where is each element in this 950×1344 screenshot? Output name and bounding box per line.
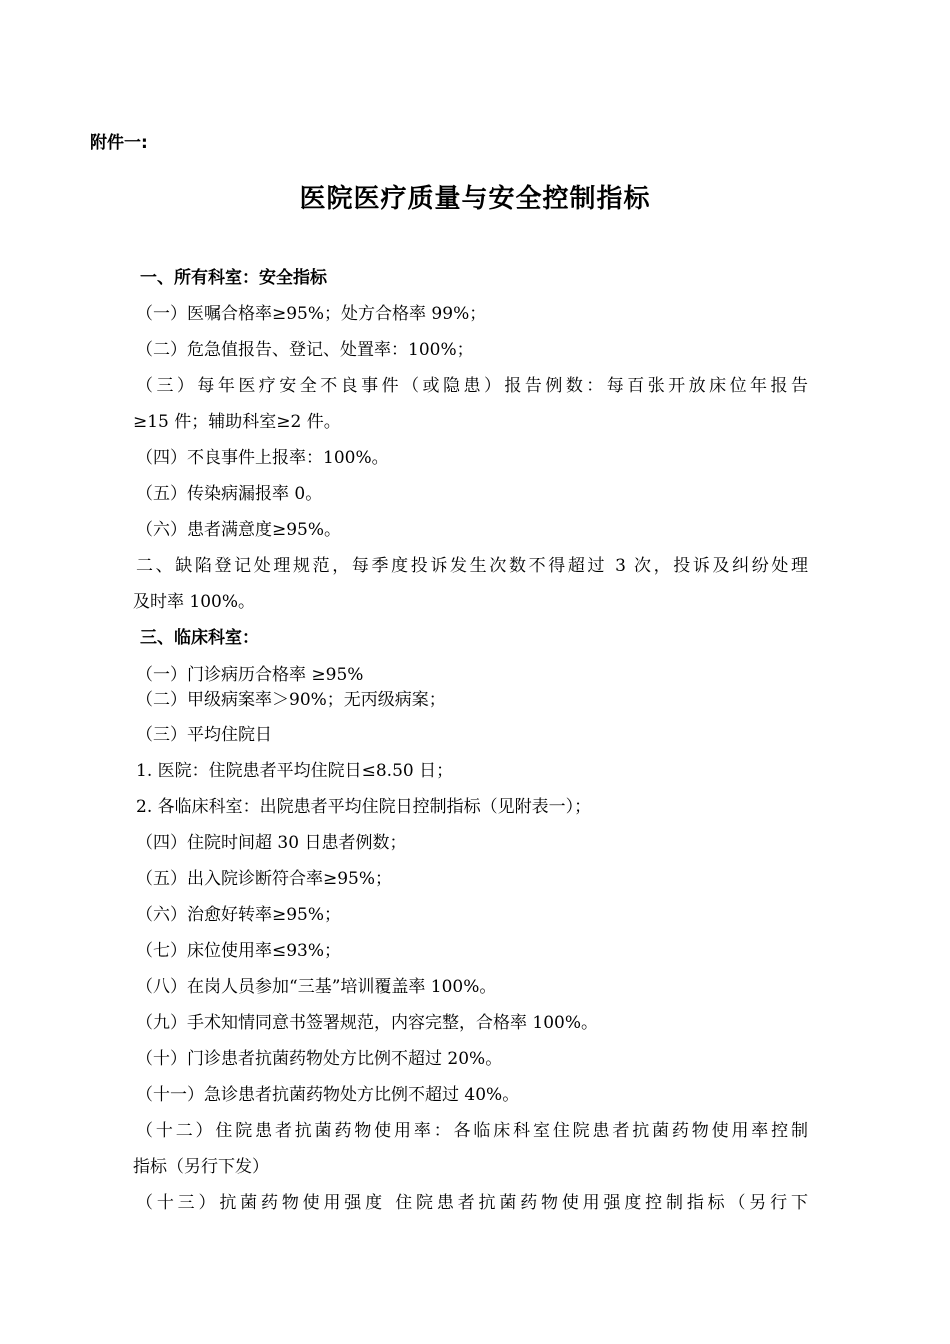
- body-line: （五）出入院诊断符合率≥95%；: [136, 869, 393, 889]
- body-line: 一、所有科室：安全指标: [140, 268, 327, 288]
- body-line: （八）在岗人员参加“三基”培训覆盖率 100%。: [136, 977, 497, 997]
- body-line: （二）危急值报告、登记、处置率：100%；: [136, 340, 474, 360]
- body-line: （四）住院时间超 30 日患者例数；: [136, 833, 407, 853]
- body-line: 1. 医院：住院患者平均住院日≤8.50 日；: [136, 761, 454, 781]
- body-line: （十三）抗菌药物使用强度 住院患者抗菌药物使用强度控制指标（另行下: [136, 1193, 808, 1213]
- body-line: ≥15 件；辅助科室≥2 件。: [133, 412, 341, 432]
- body-line: （十一）急诊患者抗菌药物处方比例不超过 40%。: [136, 1085, 520, 1105]
- body-line: （一）门诊病历合格率 ≥95%: [136, 665, 364, 685]
- document-title: 医院医疗质量与安全控制指标: [299, 184, 651, 214]
- body-line: （三）平均住院日: [136, 725, 272, 745]
- body-line: （六）患者满意度≥95%。: [136, 520, 342, 540]
- body-line: 2. 各临床科室：出院患者平均住院日控制指标（见附表一）；: [136, 797, 592, 817]
- body-line: （十二）住院患者抗菌药物使用率：各临床科室住院患者抗菌药物使用率控制: [136, 1121, 808, 1141]
- body-line: 三、临床科室：: [140, 628, 259, 648]
- body-line: 指标（另行下发）: [133, 1157, 269, 1177]
- body-line: （六）治愈好转率≥95%；: [136, 905, 342, 925]
- body-line: （十）门诊患者抗菌药物处方比例不超过 20%。: [136, 1049, 503, 1069]
- body-line: （一）医嘱合格率≥95%；处方合格率 99%；: [136, 304, 487, 324]
- attachment-label: 附件一:: [90, 133, 148, 153]
- body-line: （三）每年医疗安全不良事件（或隐患）报告例数：每百张开放床位年报告: [136, 376, 808, 396]
- body-line: 二、缺陷登记处理规范，每季度投诉发生次数不得超过 3 次，投诉及纠纷处理: [136, 556, 808, 576]
- body-line: （五）传染病漏报率 0。: [136, 484, 323, 504]
- body-line: （九）手术知情同意书签署规范，内容完整，合格率 100%。: [136, 1013, 599, 1033]
- body-line: （二）甲级病案率＞90%；无丙级病案；: [136, 690, 446, 710]
- body-line: （七）床位使用率≤93%；: [136, 941, 342, 961]
- body-line: 及时率 100%。: [133, 592, 256, 612]
- body-line: （四）不良事件上报率：100%。: [136, 448, 389, 468]
